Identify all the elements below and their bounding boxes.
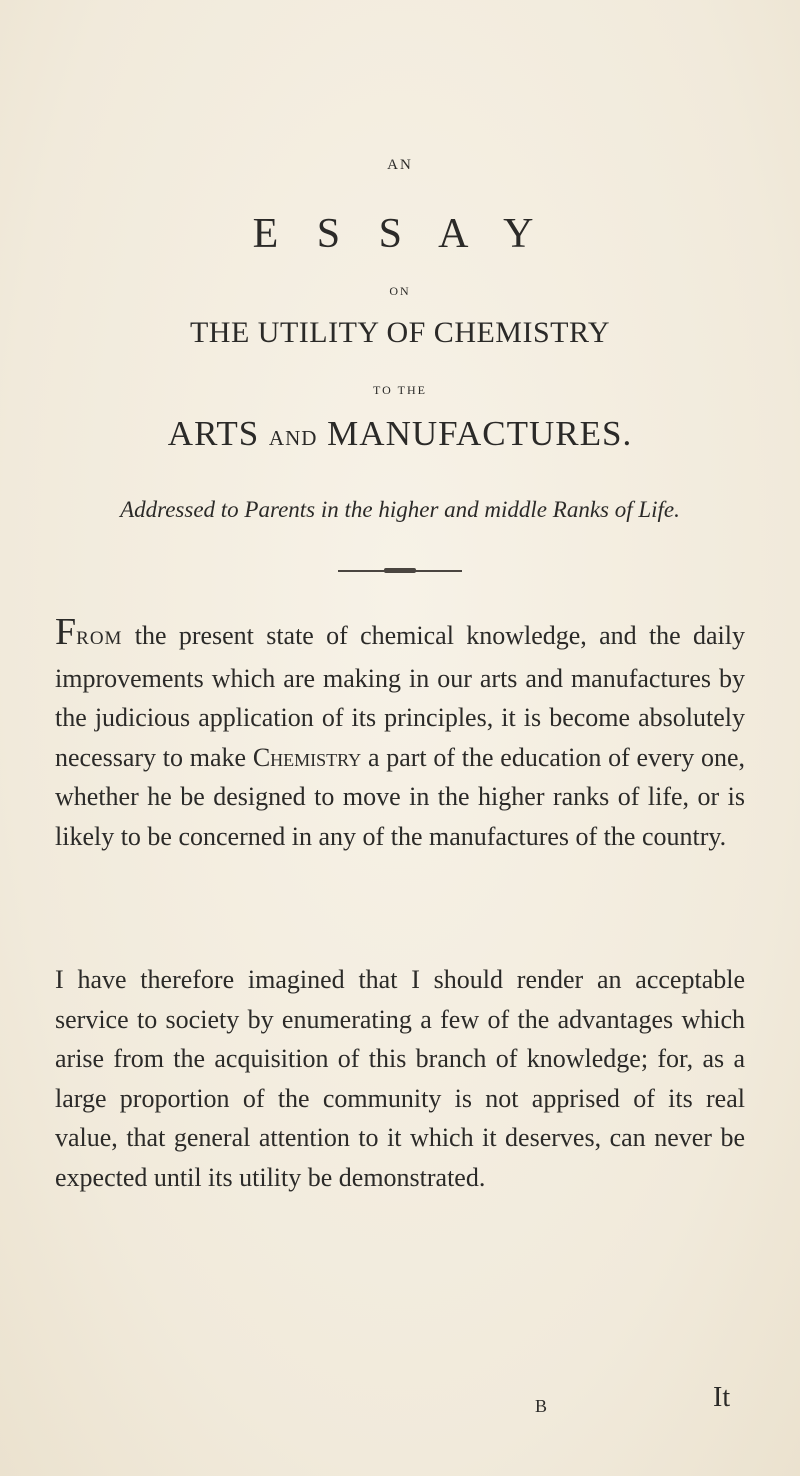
drop-capital: F [55,611,77,653]
paragraph-2: I have therefore imagined that I should render an acceptable service to society by enumerating a few of the advantages which arise from the acquisition of this branch of knowledge; for, as a large proportion of the community is not apprised of its real value, that general attention to it which it deserves, can never be expected until its utility be demonstrated. [55,965,745,1192]
catchword: It [713,1382,731,1413]
title-essay: E S S A Y [252,211,548,257]
title-to-the: TO THE [373,383,427,397]
title-an: AN [387,157,413,173]
opening-capitals: ROM [76,628,123,649]
paragraph-1-text-b: a part of the education of every one, whether he be designed to move in the higher ranks of life, or is likely to be concerned in any of the manufactures of the country. [55,742,746,851]
title-subject: THE UTILITY OF CHEMISTRY [189,316,611,349]
addressed-line: Addressed to Parents in the higher and middle Ranks of Life. [120,497,680,522]
title-arts: ARTS [167,414,260,453]
title-arts-manufactures [0,414,800,454]
divider-ornament [384,568,416,573]
paragraph-1-text-a: the present state of chemical knowledge, and the daily improvements which are making in our arts and manufactures by the judicious application of its principles, it is become absolutely necessary to make [55,621,746,772]
title-manufactures: MANUFACTURES. [327,414,633,453]
title-and: AND [268,426,318,450]
title-on: ON [389,284,411,298]
chemistry-small-caps: Chemistry [252,742,362,772]
paragraph-1 [55,613,745,856]
signature-mark: B [535,1396,548,1416]
